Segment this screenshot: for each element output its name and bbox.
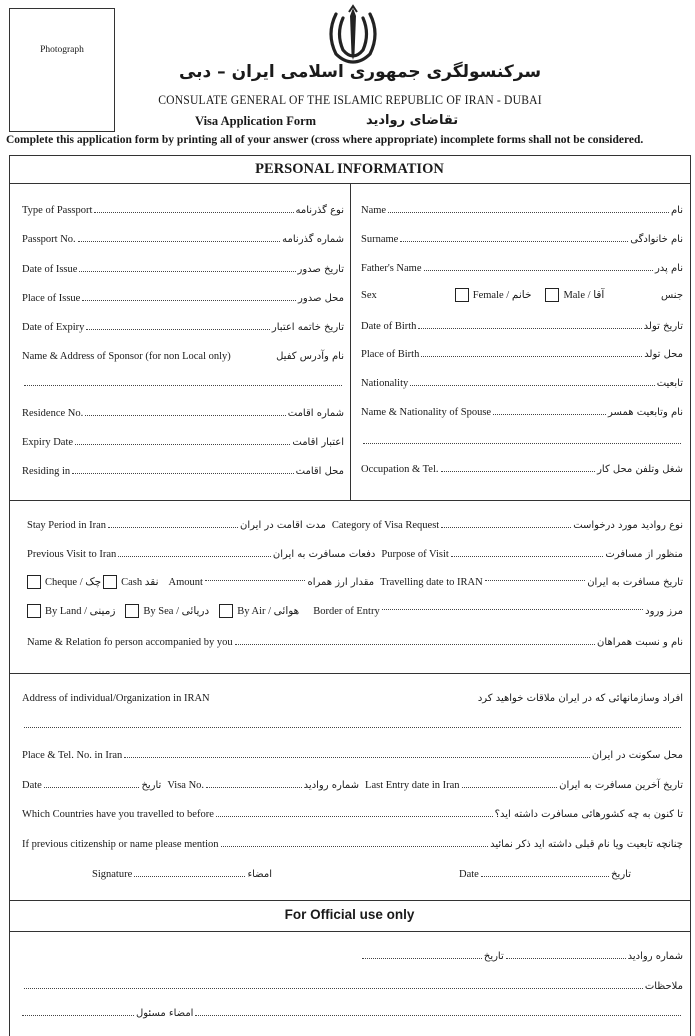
- purpose-label-fa: منظور از مسافرت: [605, 549, 683, 560]
- label-fa: نام وتابعیت همسر: [608, 407, 683, 418]
- label-fa: نام خانوادگی: [630, 234, 683, 245]
- divider: [9, 500, 690, 501]
- category-label-fa: نوع روادید مورد درخواست: [573, 520, 683, 531]
- border-label-en: Border of Entry: [313, 605, 380, 617]
- field-sponsor-label: [22, 348, 344, 362]
- air-checkbox[interactable]: [219, 604, 233, 618]
- field-previous-purpose[interactable]: [27, 546, 683, 560]
- field-nationality[interactable]: [361, 375, 683, 389]
- border-input[interactable]: [382, 609, 643, 610]
- air-label: By Air / هوائی: [237, 606, 300, 617]
- label-en: Sex: [361, 289, 377, 301]
- label-en: Residing in: [22, 466, 71, 477]
- field-occupation[interactable]: [361, 461, 683, 475]
- field-passport-type[interactable]: [22, 202, 344, 216]
- field-date-of-issue[interactable]: [22, 261, 344, 275]
- form-title-fa: تقاضای روادید: [366, 113, 459, 128]
- column-divider: [350, 184, 351, 500]
- field-date-of-expiry[interactable]: [22, 319, 344, 333]
- field-date-visa-last[interactable]: [22, 777, 683, 791]
- field-spouse-line[interactable]: [361, 433, 683, 447]
- org-label-fa: افراد وسازمانهائی که در ایران ملاقات خواهید کرد: [477, 693, 683, 704]
- label-fa: شماره گذرنامه: [282, 234, 344, 245]
- consulate-title-en: CONSULATE GENERAL OF THE ISLAMIC REPUBLIC OF IRAN - DUBAI: [158, 93, 542, 107]
- label-en: Date of Issue: [22, 264, 78, 275]
- amount-label-fa: مقدار ارز همراه: [307, 576, 375, 588]
- field-payment-travel-date: [27, 575, 683, 589]
- cheque-checkbox[interactable]: [27, 575, 41, 589]
- border-label-fa: مرز ورود: [645, 605, 683, 617]
- travel-date-label-fa: تاریخ مسافرت به ایران: [587, 576, 684, 588]
- previous-label-fa: دفعات مسافرت به ایران: [272, 549, 376, 560]
- label-en: Residence No.: [22, 408, 84, 419]
- previous-label-en: Previous Visit to Iran: [27, 549, 117, 560]
- field-sponsor-line[interactable]: [22, 375, 344, 389]
- label-fa: شماره اقامت: [287, 408, 344, 419]
- last-entry-label-fa: تاریخ آخرین مسافرت به ایران: [559, 780, 683, 791]
- label-fa: نام وآدرس کفیل: [276, 351, 344, 362]
- field-date-of-birth[interactable]: [361, 318, 683, 332]
- form-title-en: Visa Application Form: [195, 114, 317, 128]
- cash-label: Cash نقد: [121, 577, 159, 588]
- label-fa: شغل وتلفن محل کار: [597, 464, 683, 475]
- label-fa: نام پدر: [654, 263, 683, 274]
- field-transport-border: [27, 604, 683, 618]
- label-en: Expiry Date: [22, 437, 74, 448]
- citizenship-label-en: If previous citizenship or name please mention: [22, 839, 219, 850]
- female-checkbox[interactable]: [455, 288, 469, 302]
- label-fa: جنس: [661, 289, 683, 301]
- field-accompanied[interactable]: [27, 634, 683, 648]
- divider: [9, 673, 690, 674]
- label-en: Date of Birth: [361, 321, 417, 332]
- label-en: Date of Expiry: [22, 322, 85, 333]
- male-checkbox[interactable]: [545, 288, 559, 302]
- place-label-fa: محل سکونت در ایران: [591, 750, 683, 761]
- land-label: By Land / زمینی: [45, 606, 116, 617]
- label-en: Nationality: [361, 378, 409, 389]
- label-fa: نام: [670, 205, 683, 216]
- photo-label: Photograph: [40, 45, 84, 55]
- official-visa-label: شماره روادید: [627, 951, 684, 962]
- accompanied-label-en: Name & Relation fo person accompanied by you: [27, 637, 233, 648]
- male-label: Male / آقا: [563, 290, 605, 301]
- sign-date-label-fa: تاریخ: [611, 869, 631, 880]
- label-fa: تاریخ تولد: [643, 321, 683, 332]
- field-surname[interactable]: [361, 231, 683, 245]
- visa-label-en: Visa No.: [167, 780, 205, 791]
- amount-label-en: Amount: [168, 576, 203, 588]
- date-label-fa: تاریخ: [141, 780, 162, 791]
- divider: [9, 931, 690, 932]
- field-passport-no[interactable]: [22, 231, 344, 245]
- divider: [9, 900, 690, 901]
- field-sign-date[interactable]: [459, 866, 631, 880]
- citizenship-label-fa: چنانچه تابعیت ویا نام قبلی داشته اید ذکر نمائید: [490, 839, 683, 850]
- field-residing-in[interactable]: [22, 463, 344, 477]
- countries-label-fa: تا کنون به چه کشورهائی مسافرت داشته اید؟: [494, 809, 683, 820]
- field-name[interactable]: [361, 202, 683, 216]
- label-fa: اعتبار اقامت: [292, 437, 344, 448]
- label-en: Name & Address of Sponsor (for non Local only): [22, 351, 231, 362]
- field-signature[interactable]: [92, 866, 272, 880]
- female-label: Female / خانم: [472, 290, 532, 301]
- field-official-sign[interactable]: [22, 1005, 683, 1019]
- field-place-of-birth[interactable]: [361, 346, 683, 360]
- countries-label-en: Which Countries have you travelled to before: [22, 809, 214, 820]
- signature-label-en: Signature: [92, 869, 133, 880]
- instructions: Complete this application form by printing all of your answer (cross where appropriate) incomplete forms shall not be considered.: [6, 134, 644, 146]
- label-en: Occupation & Tel.: [361, 464, 439, 475]
- label-en: Place of Issue: [22, 293, 81, 304]
- amount-input[interactable]: [205, 580, 306, 581]
- stay-label-fa: مدت اقامت در ایران: [240, 520, 326, 531]
- purpose-label-en: Purpose of Visit: [381, 549, 449, 560]
- date-label-en: Date: [22, 780, 42, 791]
- label-fa: محل اقامت: [295, 466, 344, 477]
- category-label-en: Category of Visa Request: [331, 520, 440, 531]
- sea-label: By Sea / دریائی: [143, 606, 210, 617]
- travel-date-label-en: Travelling date to IRAN: [380, 576, 483, 588]
- label-en: Name: [361, 205, 387, 216]
- label-en: Name & Nationality of Spouse: [361, 407, 492, 418]
- place-label-en: Place & Tel. No. in Iran: [22, 750, 123, 761]
- field-official-visa[interactable]: [360, 948, 683, 962]
- label-fa: محل تولد: [644, 349, 683, 360]
- field-official-notes[interactable]: [22, 978, 683, 992]
- label-en: Father's Name: [361, 263, 422, 274]
- field-residence-no[interactable]: [22, 405, 344, 419]
- consulate-title-fa: سرکنسولگری جمهوری اسلامی ایران – دبی: [178, 62, 542, 82]
- label-fa: محل صدور: [298, 293, 344, 304]
- label-fa: تاریخ صدور: [297, 264, 344, 275]
- cheque-label: Cheque / چک: [45, 577, 102, 588]
- field-stay-category[interactable]: [27, 517, 683, 531]
- field-place-of-issue[interactable]: [22, 290, 344, 304]
- stay-label-en: Stay Period in Iran: [27, 520, 107, 531]
- label-en: Type of Passport: [22, 205, 93, 216]
- sign-date-label-en: Date: [459, 869, 479, 880]
- label-fa: تاریخ خاتمه اعتبار: [271, 322, 344, 333]
- label-fa: تابعیت: [656, 378, 683, 389]
- label-fa: نوع گذرنامه: [295, 205, 344, 216]
- visa-label-fa: شماره روادید: [303, 780, 360, 791]
- field-fathers-name[interactable]: [361, 260, 683, 274]
- photo-box[interactable]: [9, 8, 115, 132]
- sea-checkbox[interactable]: [125, 604, 139, 618]
- field-sex: [361, 288, 683, 302]
- label-en: Passport No.: [22, 234, 76, 245]
- field-place-tel[interactable]: [22, 747, 683, 761]
- field-citizenship[interactable]: [22, 836, 683, 850]
- signature-label-fa: امضاء: [247, 869, 272, 880]
- field-countries[interactable]: [22, 806, 683, 820]
- cash-checkbox[interactable]: [103, 575, 117, 589]
- org-label-en: Address of individual/Organization in IRAN: [22, 693, 210, 704]
- field-org-label: [22, 690, 683, 704]
- last-entry-label-en: Last Entry date in Iran: [365, 780, 460, 791]
- official-sign-label: امضاء مسئول: [136, 1008, 194, 1019]
- field-spouse[interactable]: [361, 404, 683, 418]
- iran-emblem-icon: [322, 4, 384, 66]
- label-en: Surname: [361, 234, 399, 245]
- official-notes-label: ملاحظات: [644, 981, 683, 992]
- official-use-title: For Official use only: [284, 907, 415, 922]
- personal-info-title: PERSONAL INFORMATION: [255, 161, 444, 177]
- land-checkbox[interactable]: [27, 604, 41, 618]
- label-en: Place of Birth: [361, 349, 420, 360]
- travel-date-input[interactable]: [485, 580, 586, 581]
- field-org-line[interactable]: [22, 717, 683, 731]
- official-date-label: تاریخ: [483, 951, 504, 962]
- field-expiry-date[interactable]: [22, 434, 344, 448]
- accompanied-label-fa: نام و نسبت همراهان: [597, 637, 683, 648]
